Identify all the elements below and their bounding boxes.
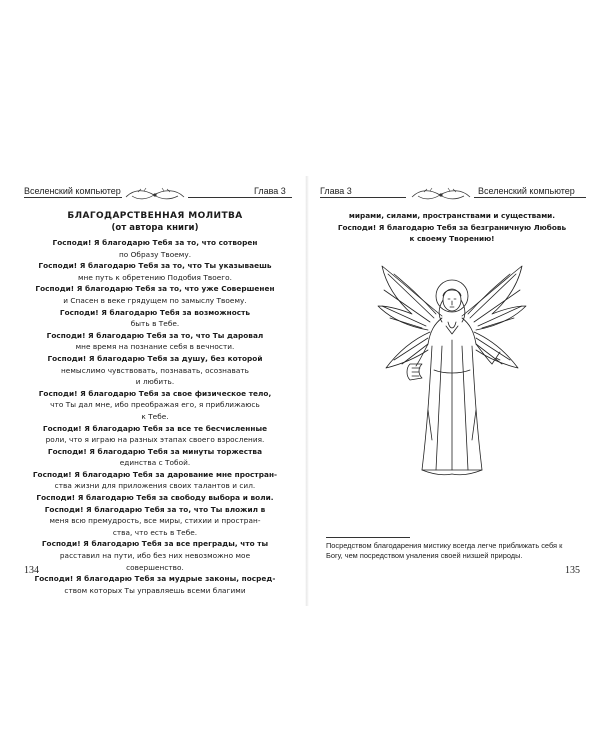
prayer-line: Господи! Я благодарю Тебя за то, что сотворен <box>52 238 258 247</box>
right-page <box>314 170 590 610</box>
left-header-chapter: Глава 3 <box>254 186 286 196</box>
prayer-line: Господи! Я благодарю Тебя за свободу выбора и воли. <box>36 493 274 503</box>
left-page <box>14 170 300 610</box>
prayer-line: совершенство. <box>126 562 184 572</box>
prayer-line: Господи! Я благодарю Тебя за то, что Ты указываешь <box>38 261 272 271</box>
prayer-lines <box>20 237 290 596</box>
right-header-ornament-icon <box>410 184 472 204</box>
prayer-line: Господи! Я благодарю Тебя за то, что уже Совершенен <box>35 284 275 294</box>
prayer-continuation-lines <box>314 210 590 245</box>
prayer-title: БЛАГОДАРСТВЕННАЯ МОЛИТВА <box>67 211 243 221</box>
left-page-number: 134 <box>24 565 39 576</box>
prayer-line: Господи! Я благодарю Тебя за мудрые законы, посред- <box>34 574 276 584</box>
prayer-line: Господи! Я благодарю Тебя за минуты торжества <box>47 446 263 456</box>
prayer-line: ства жизни для приложения своих талантов и сил. <box>54 481 256 491</box>
prayer-line: Господи! Я благодарю Тебя за все преграды, что ты <box>41 539 269 549</box>
prayer-text <box>20 210 290 596</box>
right-header-book-title: Вселенский компьютер <box>478 186 575 196</box>
right-header-rule-a <box>320 197 406 198</box>
left-header-book-title: Вселенский компьютер <box>24 186 121 196</box>
right-header-rule-b <box>474 197 586 198</box>
prayer-line: Господи! Я благодарю Тебя за душу, без которой <box>47 353 263 363</box>
prayer-line: Господи! Я благодарю Тебя за то, что Ты вложил в <box>44 504 266 514</box>
prayer-line: мне время на познание себя в вечности. <box>75 342 235 352</box>
left-header-rule-b <box>188 197 292 198</box>
prayer-line: ства, что есть в Тебе. <box>112 527 198 537</box>
prayer-continuation-line: к своему Творению! <box>409 234 495 244</box>
right-header-chapter: Глава 3 <box>320 186 352 196</box>
prayer-line: и Спасен в веке грядущем по замыслу Твоему. <box>63 295 247 305</box>
prayer-continuation-line: Господи! Я благодарю Тебя за безграничную Любовь <box>337 222 567 232</box>
prayer-continuation-line: мирами, силами, пространствами и существами. <box>348 211 556 220</box>
prayer-line: к Тебе. <box>141 411 169 421</box>
prayer-line: Господи! Я благодарю Тебя за свое физическое тело, <box>38 388 272 398</box>
prayer-line: Господи! Я благодарю Тебя за все те бесчисленные <box>42 423 268 433</box>
prayer-continuation <box>314 210 590 245</box>
prayer-line: мне путь к обретению Подобия Твоего. <box>77 272 233 282</box>
prayer-line: Господи! Я благодарю Тебя за возможность <box>59 307 251 317</box>
prayer-line: что Ты дал мне, ибо преображая его, я приближаюсь <box>50 400 260 410</box>
footnote-rule <box>326 537 410 538</box>
prayer-line: Господи! Я благодарю Тебя за дарование мне простран- <box>32 469 278 479</box>
book-spread <box>14 170 590 610</box>
prayer-line: быть в Тебе. <box>130 319 180 329</box>
prayer-subtitle: (от автора книги) <box>111 223 199 233</box>
prayer-line: ством которых Ты управляешь всеми благими <box>64 585 246 595</box>
prayer-line: расставил на пути, ибо без них невозможно мое <box>59 551 251 561</box>
prayer-line: единства с Тобой. <box>119 458 191 468</box>
prayer-line: немыслимо чувствовать, познавать, осознавать <box>60 365 250 375</box>
prayer-line: по Образу Твоему. <box>118 249 192 259</box>
prayer-line: роли, что я играю на разных этапах своего взросления. <box>45 435 265 445</box>
book-gutter <box>305 176 309 606</box>
left-header-rule-a <box>24 197 122 198</box>
right-page-number: 135 <box>565 565 580 576</box>
footnote: Посредством благодарения мистику всегда легче приближать себя к Богу, чем посредством уналения своей низшей природы. <box>326 541 563 560</box>
right-running-header <box>314 184 590 204</box>
angel-illustration <box>372 260 532 488</box>
left-running-header <box>14 184 300 204</box>
prayer-line: и любить. <box>135 377 175 387</box>
prayer-line: меня всю премудрость, все миры, стихии и простран- <box>49 516 261 526</box>
prayer-line: Господи! Я благодарю Тебя за то, что Ты даровал <box>46 330 264 340</box>
left-header-ornament-icon <box>124 184 186 204</box>
